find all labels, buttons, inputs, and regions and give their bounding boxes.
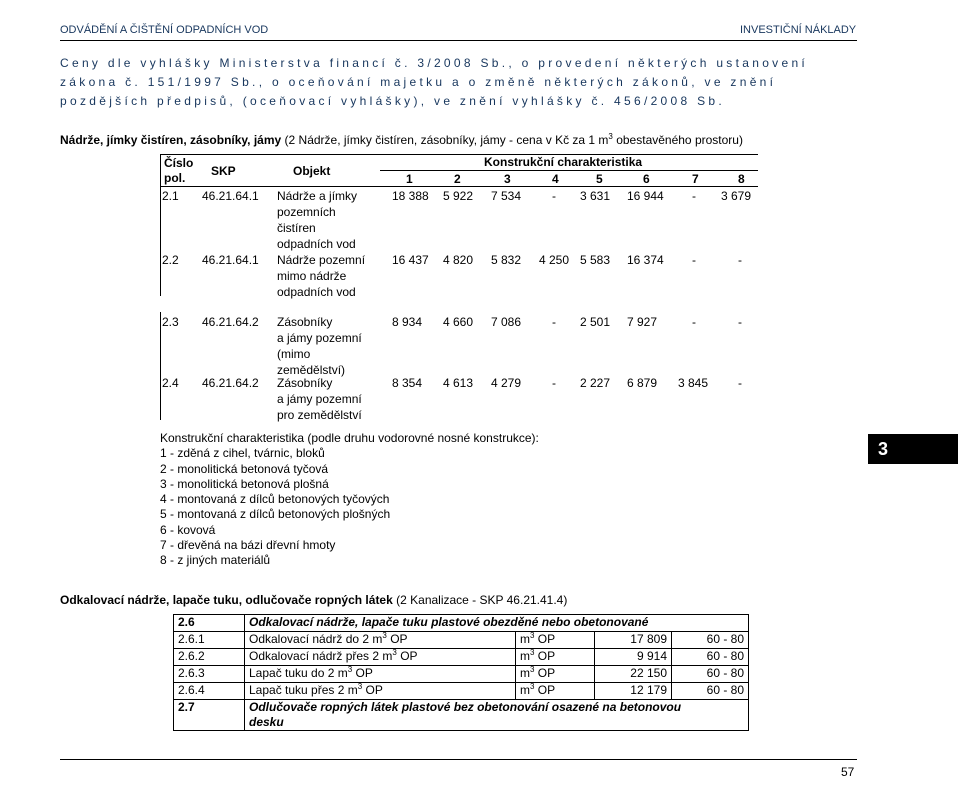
row-value: 16 944: [627, 189, 664, 203]
row-value: -: [552, 315, 556, 329]
row-label-post: OP: [386, 632, 408, 646]
row-objekt-line: čistíren: [277, 221, 316, 235]
row-value: -: [738, 315, 742, 329]
legend-item: 1 - zděná z cihel, tvárnic, bloků: [160, 446, 325, 461]
row-unit-text: m: [520, 632, 530, 646]
section1-heading-bold: Nádrže, jímky čistíren, zásobníky, jámy: [60, 133, 282, 147]
table-border-left: [160, 154, 161, 296]
col-header-objekt: Objekt: [293, 164, 331, 178]
row-heading-line-1: Odlučovače ropných látek plastové bez obetonování osazené na betonovou: [249, 700, 682, 714]
row-life: 60 - 80: [672, 649, 749, 666]
row-label: [245, 683, 516, 700]
row-label-sup: 3: [357, 682, 363, 691]
header-rule: [60, 40, 857, 41]
legend-title: Konstrukční charakteristika (podle druhu vodorovné nosné konstrukce):: [160, 431, 539, 445]
row-heading: Odkalovací nádrže, lapače tuku plastové obezděné nebo obetonované: [245, 615, 749, 632]
odkalovaci-table: [173, 614, 749, 731]
row-unit-post: OP: [534, 683, 556, 697]
row-objekt-line: pro zemědělství: [277, 408, 362, 422]
table-row: [174, 649, 749, 666]
row-label: [245, 649, 516, 666]
col-header-konstrukcni: Konstrukční charakteristika: [484, 155, 643, 169]
section1-heading: [60, 133, 743, 147]
row-unit-sup: 3: [530, 648, 535, 657]
row-value: 3 679: [721, 189, 752, 203]
table-border-top: [160, 154, 758, 155]
col-num-3: 3: [504, 172, 511, 186]
row-value: 18 388: [392, 189, 429, 203]
col-num-8: 8: [738, 172, 745, 186]
row-unit-post: OP: [534, 649, 556, 663]
row-cislo: 2.2: [162, 253, 179, 267]
row-value: 8 354: [392, 376, 423, 390]
table-row: [174, 632, 749, 649]
table-row: [174, 700, 749, 731]
row-value: -: [738, 253, 742, 267]
row-label-text: Odkalovací nádrž přes 2 m: [249, 649, 393, 663]
row-objekt-line: Zásobníky: [277, 376, 333, 390]
row-value: 7 927: [627, 315, 658, 329]
footer-rule: [60, 759, 857, 760]
legend-item: 8 - z jiných materiálů: [160, 553, 271, 568]
row-objekt-line: Nádrže pozemní: [277, 253, 366, 267]
row-unit: [516, 683, 595, 700]
row-code: 2.6.1: [174, 632, 245, 649]
row-life: 60 - 80: [672, 683, 749, 700]
row-cislo: 2.1: [162, 189, 179, 203]
row-cislo: 2.4: [162, 376, 179, 390]
row-heading: [245, 700, 749, 731]
row-label-sup: 3: [392, 648, 397, 657]
row-objekt-line: Zásobníky: [277, 315, 333, 329]
col-num-5: 5: [596, 172, 603, 186]
col-header-cislo: Číslo: [164, 156, 194, 170]
row-value: 16 437: [392, 253, 429, 267]
row-unit-sup: 3: [530, 631, 535, 640]
row-value: 8 934: [392, 315, 423, 329]
row-cislo: 2.3: [162, 315, 179, 329]
row-skp: 46.21.64.1: [202, 189, 259, 203]
section2-heading: [60, 593, 567, 607]
section2-heading-rest: (2 Kanalizace - SKP 46.21.41.4): [392, 593, 568, 607]
col-header-pol: pol.: [164, 171, 186, 185]
row-value: -: [552, 189, 556, 203]
row-label-text: Odkalovací nádrž do 2 m: [249, 632, 383, 646]
table-row: [174, 683, 749, 700]
row-value: 3 845: [678, 376, 709, 390]
row-life: 60 - 80: [672, 632, 749, 649]
col-num-6: 6: [643, 172, 650, 186]
row-label-post: OP: [352, 666, 373, 680]
col-num-4: 4: [552, 172, 559, 186]
row-value: -: [738, 376, 742, 390]
row-code: 2.6.4: [174, 683, 245, 700]
row-value: 16 374: [627, 253, 664, 267]
row-label-text: Lapač tuku přes 2 m: [249, 683, 358, 697]
legend-item: 3 - monolitická betonová plošná: [160, 476, 329, 491]
row-value: -: [692, 189, 696, 203]
row-unit-text: m: [520, 649, 530, 663]
legend: [160, 431, 539, 569]
row-unit: [516, 632, 595, 649]
row-value: 2 501: [580, 315, 611, 329]
row-label-sup: 3: [382, 631, 387, 640]
row-objekt-line: a jámy pozemní: [277, 331, 362, 345]
row-value: 4 279: [491, 376, 522, 390]
row-heading-line-2: desku: [249, 715, 284, 729]
row-code: 2.7: [174, 700, 245, 731]
row-value: 7 534: [491, 189, 522, 203]
row-value: 4 660: [443, 315, 474, 329]
row-label-post: OP: [396, 649, 418, 663]
row-unit: [516, 649, 595, 666]
row-skp: 46.21.64.2: [202, 315, 259, 329]
row-objekt-line: odpadních vod: [277, 237, 356, 251]
row-objekt-line: pozemních: [277, 205, 336, 219]
row-unit-sup: 3: [530, 665, 535, 674]
row-unit-text: m: [520, 683, 530, 697]
row-objekt-line: Nádrže a jímky: [277, 189, 358, 203]
row-value: 5 583: [580, 253, 611, 267]
row-value: 4 250: [539, 253, 570, 267]
row-skp: 46.21.64.2: [202, 376, 259, 390]
legend-item: 2 - monolitická betonová tyčová: [160, 461, 329, 476]
row-life: 60 - 80: [672, 666, 749, 683]
row-value: 4 613: [443, 376, 474, 390]
row-value: -: [692, 315, 696, 329]
section1-heading-rest: (2 Nádrže, jímky čistíren, zásobníky, jámy - cena v Kč za 1 m: [281, 133, 609, 147]
col-num-7: 7: [692, 172, 699, 186]
doc-title-line-2: zákona č. 151/1997 Sb., o oceňování majetku a o změně některých zákonů, ve znění: [60, 75, 777, 89]
doc-title-line-3: pozdějších předpisů, (oceňovací vyhlášky), ve znění vyhlášky č. 456/2008 Sb.: [60, 94, 726, 108]
row-value: 5 832: [491, 253, 522, 267]
row-value: 2 227: [580, 376, 611, 390]
row-objekt-line: zemědělství): [277, 363, 346, 377]
row-label: [245, 632, 516, 649]
row-label: [245, 666, 516, 683]
row-price: 22 150: [595, 666, 672, 683]
row-value: 3 631: [580, 189, 611, 203]
row-code: 2.6: [174, 615, 245, 632]
row-value: 4 820: [443, 253, 474, 267]
table-header-divider: [380, 170, 758, 171]
row-unit: [516, 666, 595, 683]
row-label-sup: 3: [347, 665, 353, 674]
section1-heading-sup: 3: [608, 132, 613, 141]
row-value: -: [692, 253, 696, 267]
table-row: [174, 615, 749, 632]
section1-heading-post: obestavěného prostoru): [612, 133, 743, 147]
row-objekt-line: (mimo: [277, 347, 311, 361]
col-num-2: 2: [454, 172, 461, 186]
row-objekt-line: odpadních vod: [277, 285, 356, 299]
legend-item: 7 - dřevěná na bázi dřevní hmoty: [160, 538, 336, 553]
col-num-1: 1: [406, 172, 413, 186]
chapter-badge: 3: [868, 434, 958, 464]
row-unit-sup: 3: [530, 682, 535, 691]
table-border-left-lower: [160, 312, 161, 420]
prices-table: [160, 154, 758, 420]
row-code: 2.6.2: [174, 649, 245, 666]
legend-item: 6 - kovová: [160, 522, 216, 537]
row-price: 12 179: [595, 683, 672, 700]
section2-heading-bold: Odkalovací nádrže, lapače tuku, odlučovače ropných látek: [60, 593, 393, 607]
row-price: 17 809: [595, 632, 672, 649]
col-header-skp: SKP: [211, 164, 236, 178]
legend-item: 5 - montovaná z dílců betonových plošných: [160, 507, 391, 522]
row-price: 9 914: [595, 649, 672, 666]
row-unit-text: m: [520, 666, 530, 680]
row-objekt-line: a jámy pozemní: [277, 392, 362, 406]
row-label-text: Lapač tuku do 2 m: [249, 666, 348, 680]
row-unit-post: OP: [534, 632, 556, 646]
row-value: -: [552, 376, 556, 390]
row-value: 7 086: [491, 315, 522, 329]
row-objekt-line: mimo nádrže: [277, 269, 347, 283]
row-skp: 46.21.64.1: [202, 253, 259, 267]
page-number: 57: [841, 765, 855, 779]
row-value: 5 922: [443, 189, 474, 203]
header-left: ODVÁDĚNÍ A ČIŠTĚNÍ ODPADNÍCH VOD: [60, 24, 269, 36]
doc-title-line-1: Ceny dle vyhlášky Ministerstva financí č. 3/2008 Sb., o provedení některých ustanovení: [60, 56, 809, 70]
row-value: 6 879: [627, 376, 658, 390]
row-code: 2.6.3: [174, 666, 245, 683]
table-row: [174, 666, 749, 683]
row-unit-post: OP: [534, 666, 556, 680]
row-label-post: OP: [362, 683, 383, 697]
header-right: INVESTIČNÍ NÁKLADY: [740, 24, 857, 36]
legend-item: 4 - montovaná z dílců betonových tyčových: [160, 492, 390, 507]
